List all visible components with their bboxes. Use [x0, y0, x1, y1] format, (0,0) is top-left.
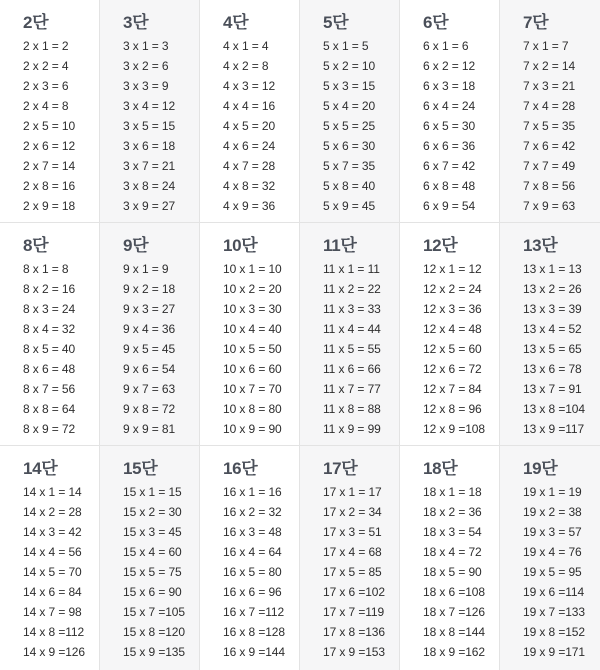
table-title: 2단 [23, 13, 49, 32]
table-row: 6 x 5 = 30 [423, 119, 476, 133]
table-cell-2 [0, 0, 100, 223]
table-row: 13 x 7 = 91 [523, 382, 582, 396]
table-row: 13 x 2 = 26 [523, 282, 582, 296]
table-row: 18 x 4 = 72 [423, 545, 482, 559]
table-cell-16 [200, 446, 300, 670]
table-row: 12 x 3 = 36 [423, 302, 482, 316]
table-row: 4 x 5 = 20 [223, 119, 276, 133]
table-row: 5 x 3 = 15 [323, 79, 376, 93]
table-title: 18단 [423, 459, 458, 478]
table-row: 17 x 7 =119 [323, 605, 385, 619]
table-cell-7 [500, 0, 600, 223]
table-row: 11 x 8 = 88 [323, 402, 381, 416]
table-cell-5 [300, 0, 400, 223]
table-row: 6 x 4 = 24 [423, 99, 476, 113]
table-row: 14 x 6 = 84 [23, 585, 82, 599]
table-row: 8 x 1 = 8 [23, 262, 69, 276]
table-row: 15 x 1 = 15 [123, 485, 182, 499]
table-cell-10 [200, 223, 300, 446]
table-row: 10 x 9 = 90 [223, 422, 282, 436]
table-row: 2 x 8 = 16 [23, 179, 76, 193]
table-row: 9 x 8 = 72 [123, 402, 176, 416]
table-row: 16 x 3 = 48 [223, 525, 282, 539]
table-row: 16 x 9 =144 [223, 645, 285, 659]
table-row: 6 x 3 = 18 [423, 79, 476, 93]
table-row: 9 x 6 = 54 [123, 362, 176, 376]
table-rows [223, 259, 299, 439]
table-row: 17 x 2 = 34 [323, 505, 382, 519]
table-row: 4 x 8 = 32 [223, 179, 276, 193]
table-row: 10 x 2 = 20 [223, 282, 282, 296]
table-row: 10 x 5 = 50 [223, 342, 282, 356]
table-row: 11 x 9 = 99 [323, 422, 381, 436]
table-row: 5 x 9 = 45 [323, 199, 376, 213]
table-title: 15단 [123, 459, 158, 478]
table-row: 5 x 4 = 20 [323, 99, 376, 113]
table-row: 5 x 8 = 40 [323, 179, 376, 193]
table-cell-12 [400, 223, 500, 446]
table-row: 7 x 9 = 63 [523, 199, 576, 213]
table-row: 5 x 6 = 30 [323, 139, 376, 153]
table-row: 5 x 5 = 25 [323, 119, 376, 133]
table-row: 18 x 2 = 36 [423, 505, 482, 519]
table-title: 17단 [323, 459, 358, 478]
table-rows [223, 482, 299, 662]
table-row: 7 x 8 = 56 [523, 179, 576, 193]
table-rows [323, 259, 399, 439]
table-title: 12단 [423, 236, 458, 255]
table-row: 14 x 1 = 14 [23, 485, 82, 499]
table-row: 6 x 1 = 6 [423, 39, 469, 53]
table-title: 16단 [223, 459, 258, 478]
table-row: 10 x 3 = 30 [223, 302, 282, 316]
table-row: 17 x 1 = 17 [323, 485, 382, 499]
table-row: 7 x 1 = 7 [523, 39, 569, 53]
table-row: 9 x 7 = 63 [123, 382, 176, 396]
table-row: 9 x 4 = 36 [123, 322, 176, 336]
table-row: 6 x 8 = 48 [423, 179, 476, 193]
table-row: 2 x 9 = 18 [23, 199, 76, 213]
table-row: 13 x 9 =117 [523, 422, 585, 436]
table-row: 7 x 3 = 21 [523, 79, 576, 93]
table-row: 19 x 4 = 76 [523, 545, 582, 559]
table-row: 19 x 6 =114 [523, 585, 585, 599]
table-row: 15 x 9 =135 [123, 645, 185, 659]
table-row: 5 x 2 = 10 [323, 59, 376, 73]
table-row: 6 x 7 = 42 [423, 159, 476, 173]
table-title: 10단 [223, 236, 258, 255]
table-rows [323, 482, 399, 662]
table-row: 13 x 8 =104 [523, 402, 585, 416]
table-row: 9 x 2 = 18 [123, 282, 176, 296]
table-row: 3 x 9 = 27 [123, 199, 176, 213]
table-row: 15 x 4 = 60 [123, 545, 182, 559]
table-row: 8 x 7 = 56 [23, 382, 76, 396]
table-title: 19단 [523, 459, 558, 478]
table-row: 16 x 4 = 64 [223, 545, 282, 559]
table-row: 18 x 1 = 18 [423, 485, 482, 499]
table-row: 12 x 1 = 12 [423, 262, 482, 276]
table-title: 9단 [123, 236, 149, 255]
table-row: 12 x 7 = 84 [423, 382, 482, 396]
table-rows [523, 36, 600, 216]
table-row: 15 x 5 = 75 [123, 565, 182, 579]
table-row: 11 x 5 = 55 [323, 342, 381, 356]
table-row: 3 x 5 = 15 [123, 119, 176, 133]
table-row: 15 x 6 = 90 [123, 585, 182, 599]
table-row: 7 x 6 = 42 [523, 139, 576, 153]
table-rows [123, 36, 199, 216]
table-row: 17 x 8 =136 [323, 625, 385, 639]
table-row: 8 x 2 = 16 [23, 282, 76, 296]
table-row: 17 x 9 =153 [323, 645, 385, 659]
table-title: 6단 [423, 13, 449, 32]
table-row: 4 x 6 = 24 [223, 139, 276, 153]
table-row: 16 x 8 =128 [223, 625, 285, 639]
table-cell-18 [400, 446, 500, 670]
table-cell-9 [100, 223, 200, 446]
table-cell-17 [300, 446, 400, 670]
table-rows [123, 482, 199, 662]
table-row: 19 x 5 = 95 [523, 565, 582, 579]
table-row: 11 x 7 = 77 [323, 382, 381, 396]
table-row: 15 x 7 =105 [123, 605, 185, 619]
table-row: 4 x 3 = 12 [223, 79, 276, 93]
table-row: 12 x 9 =108 [423, 422, 485, 436]
table-row: 3 x 7 = 21 [123, 159, 176, 173]
table-title: 14단 [23, 459, 58, 478]
table-row: 11 x 1 = 11 [323, 262, 380, 276]
table-title: 7단 [523, 13, 549, 32]
table-row: 7 x 5 = 35 [523, 119, 576, 133]
table-title: 3단 [123, 13, 149, 32]
table-row: 19 x 3 = 57 [523, 525, 582, 539]
table-row: 10 x 8 = 80 [223, 402, 282, 416]
table-cell-13 [500, 223, 600, 446]
table-cell-4 [200, 0, 300, 223]
table-row: 6 x 9 = 54 [423, 199, 476, 213]
table-rows [423, 259, 499, 439]
table-row: 13 x 6 = 78 [523, 362, 582, 376]
table-row: 2 x 3 = 6 [23, 79, 69, 93]
table-row: 3 x 2 = 6 [123, 59, 169, 73]
table-row: 3 x 8 = 24 [123, 179, 176, 193]
table-row: 3 x 4 = 12 [123, 99, 176, 113]
table-row: 9 x 5 = 45 [123, 342, 176, 356]
table-row: 18 x 8 =144 [423, 625, 485, 639]
table-row: 6 x 2 = 12 [423, 59, 476, 73]
table-row: 2 x 2 = 4 [23, 59, 69, 73]
table-row: 15 x 8 =120 [123, 625, 185, 639]
table-row: 11 x 3 = 33 [323, 302, 381, 316]
table-row: 3 x 6 = 18 [123, 139, 176, 153]
table-row: 2 x 5 = 10 [23, 119, 76, 133]
table-row: 18 x 5 = 90 [423, 565, 482, 579]
table-row: 17 x 6 =102 [323, 585, 385, 599]
table-row: 19 x 2 = 38 [523, 505, 582, 519]
table-row: 7 x 7 = 49 [523, 159, 576, 173]
table-row: 16 x 5 = 80 [223, 565, 282, 579]
table-row: 18 x 3 = 54 [423, 525, 482, 539]
table-rows [23, 36, 99, 216]
table-row: 12 x 6 = 72 [423, 362, 482, 376]
table-cell-3 [100, 0, 200, 223]
table-row: 5 x 1 = 5 [323, 39, 369, 53]
table-row: 8 x 6 = 48 [23, 362, 76, 376]
table-row: 16 x 1 = 16 [223, 485, 282, 499]
table-rows [423, 36, 499, 216]
table-title: 5단 [323, 13, 349, 32]
table-row: 15 x 2 = 30 [123, 505, 182, 519]
table-row: 12 x 5 = 60 [423, 342, 482, 356]
table-row: 14 x 4 = 56 [23, 545, 82, 559]
table-row: 11 x 6 = 66 [323, 362, 381, 376]
table-title: 8단 [23, 236, 49, 255]
table-rows [523, 259, 600, 439]
table-row: 14 x 3 = 42 [23, 525, 82, 539]
table-cell-11 [300, 223, 400, 446]
table-row: 13 x 3 = 39 [523, 302, 582, 316]
table-row: 8 x 8 = 64 [23, 402, 76, 416]
table-row: 4 x 1 = 4 [223, 39, 269, 53]
table-row: 7 x 4 = 28 [523, 99, 576, 113]
table-row: 12 x 2 = 24 [423, 282, 482, 296]
table-row: 3 x 3 = 9 [123, 79, 169, 93]
table-row: 10 x 1 = 10 [223, 262, 282, 276]
table-row: 14 x 7 = 98 [23, 605, 82, 619]
table-row: 19 x 7 =133 [523, 605, 585, 619]
table-cell-15 [100, 446, 200, 670]
table-row: 8 x 3 = 24 [23, 302, 76, 316]
table-row: 13 x 4 = 52 [523, 322, 582, 336]
table-row: 4 x 4 = 16 [223, 99, 276, 113]
table-row: 4 x 7 = 28 [223, 159, 276, 173]
table-row: 7 x 2 = 14 [523, 59, 576, 73]
table-rows [323, 36, 399, 216]
table-rows [123, 259, 199, 439]
table-row: 13 x 1 = 13 [523, 262, 582, 276]
table-row: 16 x 6 = 96 [223, 585, 282, 599]
table-row: 16 x 2 = 32 [223, 505, 282, 519]
table-rows [23, 482, 99, 662]
table-row: 11 x 2 = 22 [323, 282, 381, 296]
table-row: 8 x 9 = 72 [23, 422, 76, 436]
table-row: 19 x 1 = 19 [523, 485, 582, 499]
table-row: 9 x 1 = 9 [123, 262, 169, 276]
table-title: 11단 [323, 236, 357, 255]
table-row: 2 x 4 = 8 [23, 99, 69, 113]
table-row: 4 x 2 = 8 [223, 59, 269, 73]
table-row: 18 x 6 =108 [423, 585, 485, 599]
table-row: 14 x 8 =112 [23, 625, 85, 639]
table-row: 6 x 6 = 36 [423, 139, 476, 153]
table-row: 18 x 7 =126 [423, 605, 485, 619]
table-row: 8 x 4 = 32 [23, 322, 76, 336]
table-row: 14 x 9 =126 [23, 645, 85, 659]
table-cell-8 [0, 223, 100, 446]
table-row: 10 x 4 = 40 [223, 322, 282, 336]
table-row: 5 x 7 = 35 [323, 159, 376, 173]
table-row: 14 x 5 = 70 [23, 565, 82, 579]
table-row: 3 x 1 = 3 [123, 39, 169, 53]
table-row: 12 x 8 = 96 [423, 402, 482, 416]
table-row: 14 x 2 = 28 [23, 505, 82, 519]
table-row: 2 x 7 = 14 [23, 159, 76, 173]
table-rows [423, 482, 499, 662]
table-row: 12 x 4 = 48 [423, 322, 482, 336]
table-row: 2 x 1 = 2 [23, 39, 69, 53]
table-row: 19 x 8 =152 [523, 625, 585, 639]
table-row: 10 x 6 = 60 [223, 362, 282, 376]
table-row: 10 x 7 = 70 [223, 382, 282, 396]
table-row: 11 x 4 = 44 [323, 322, 381, 336]
table-rows [223, 36, 299, 216]
table-row: 13 x 5 = 65 [523, 342, 582, 356]
table-title: 4단 [223, 13, 249, 32]
table-rows [23, 259, 99, 439]
table-row: 19 x 9 =171 [523, 645, 585, 659]
table-cell-6 [400, 0, 500, 223]
table-row: 17 x 3 = 51 [323, 525, 382, 539]
table-row: 9 x 3 = 27 [123, 302, 176, 316]
table-row: 9 x 9 = 81 [123, 422, 176, 436]
table-cell-14 [0, 446, 100, 670]
table-cell-19 [500, 446, 600, 670]
table-row: 17 x 5 = 85 [323, 565, 382, 579]
table-row: 18 x 9 =162 [423, 645, 485, 659]
table-row: 8 x 5 = 40 [23, 342, 76, 356]
table-row: 4 x 9 = 36 [223, 199, 276, 213]
table-row: 2 x 6 = 12 [23, 139, 76, 153]
table-row: 15 x 3 = 45 [123, 525, 182, 539]
table-row: 16 x 7 =112 [223, 605, 285, 619]
table-rows [523, 482, 600, 662]
table-row: 17 x 4 = 68 [323, 545, 382, 559]
table-title: 13단 [523, 236, 558, 255]
